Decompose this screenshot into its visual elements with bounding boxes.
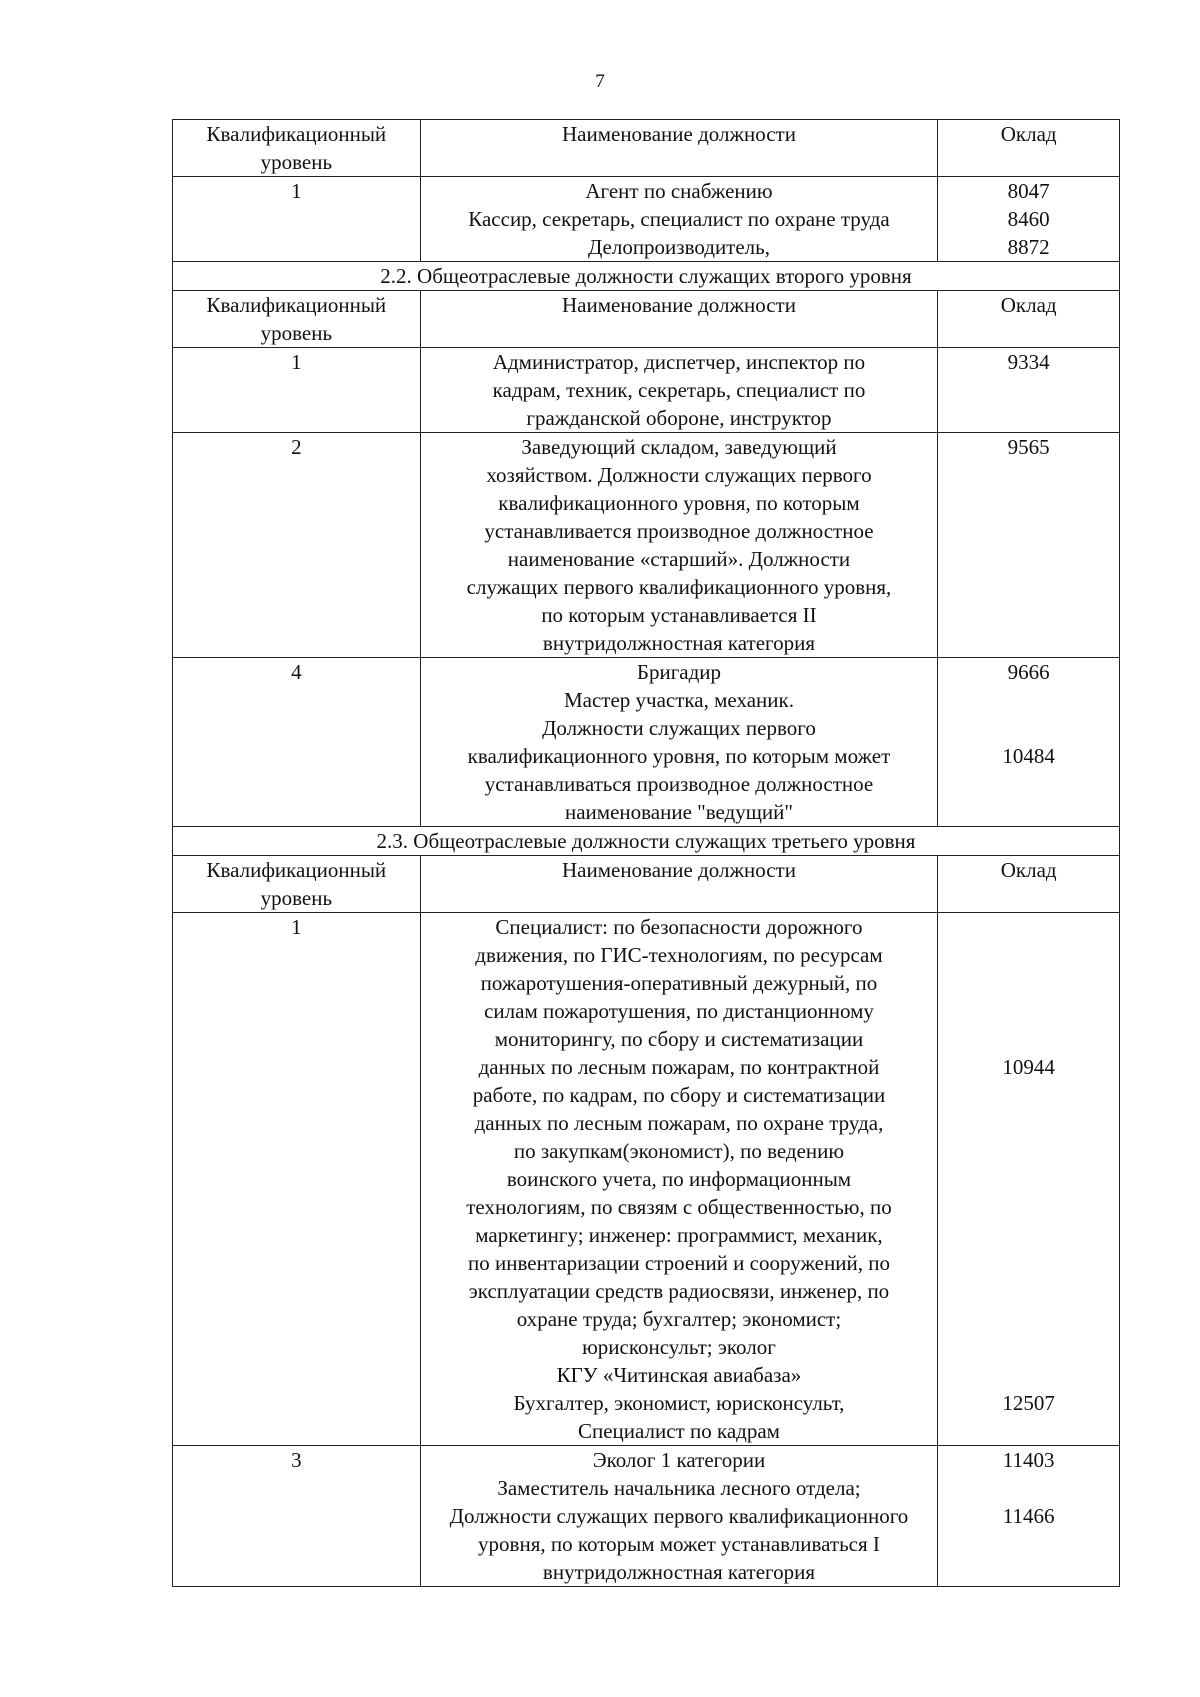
position-line: Эколог 1 категории <box>592 1448 766 1472</box>
header-level-line-2: уровень <box>260 321 333 345</box>
position-line: уровня, по которым может устанавливаться I <box>478 1532 880 1556</box>
salary-spacer <box>942 1221 1115 1249</box>
salary-spacer <box>942 1025 1115 1053</box>
table-row <box>173 433 1120 658</box>
position-line: Кассир, секретарь, специалист по охране труда <box>468 207 890 231</box>
cell-position <box>420 433 938 658</box>
salary-spacer <box>942 1165 1115 1193</box>
salary-value: 9666 <box>1007 660 1050 684</box>
position-line: служащих первого квалификационного уровня, <box>466 575 892 599</box>
salary-spacer <box>942 1109 1115 1137</box>
position-line: данных по лесным пожарам, по контрактной <box>478 1055 880 1079</box>
salary-spacer <box>942 1277 1115 1305</box>
salary-spacer <box>942 941 1115 969</box>
position-line: пожаротушения-оперативный дежурный, по <box>480 971 878 995</box>
position-line: маркетингу; инженер: программист, механик, <box>475 1223 883 1247</box>
cell-position <box>420 658 938 827</box>
position-line: работе, по кадрам, по сбору и систематизации <box>472 1083 886 1107</box>
header-salary: Оклад <box>938 856 1120 913</box>
header-position: Наименование должности <box>420 856 938 913</box>
cell-salary: 9334 <box>938 348 1120 433</box>
position-line: Заведующий складом, заведующий <box>521 435 837 459</box>
salary-value: 10944 <box>1002 1055 1055 1079</box>
position-line: внутридолжностная категория <box>542 1560 816 1584</box>
table-row <box>173 658 1120 827</box>
header-position: Наименование должности <box>420 120 938 177</box>
position-line: квалификационного уровня, по которым может <box>467 744 891 768</box>
header-level <box>173 120 421 177</box>
position-line: силам пожаротушения, по дистанционному <box>484 999 874 1023</box>
position-line: Мастер участка, механик. <box>563 688 794 712</box>
salary-spacer <box>942 1333 1115 1361</box>
position-line: юрисконсульт; эколог <box>582 1335 776 1359</box>
position-line: Делопроизводитель, <box>587 235 770 259</box>
salary-spacer <box>942 1474 1115 1502</box>
position-line: наименование "ведущий" <box>564 800 793 824</box>
cell-level: 1 <box>173 913 421 1446</box>
position-line: устанавливаться производное должностное <box>484 772 874 796</box>
position-line: движения, по ГИС-технологиям, по ресурсам <box>475 943 883 967</box>
table-header-row <box>173 291 1120 348</box>
header-level-line-2: уровень <box>260 150 333 174</box>
cell-salary: 9565 <box>938 433 1120 658</box>
position-line: Специалист по кадрам <box>577 1419 780 1443</box>
position-line: эксплуатации средств радиосвязи, инженер, по <box>468 1279 890 1303</box>
salary-value: 8047 <box>1007 179 1050 203</box>
table-header-row <box>173 856 1120 913</box>
position-line: внутридолжностная категория <box>542 631 816 655</box>
header-level <box>173 856 421 913</box>
salary-value: 11403 <box>1002 1448 1055 1472</box>
salary-spacer <box>942 1193 1115 1221</box>
section-title-row <box>173 262 1120 291</box>
header-position: Наименование должности <box>420 291 938 348</box>
header-level <box>173 291 421 348</box>
salary-spacer <box>942 913 1115 941</box>
position-line: по которым устанавливается II <box>541 603 817 627</box>
position-line: Агент по снабжению <box>585 179 773 203</box>
header-level-line-1: Квалификационный <box>206 293 387 317</box>
position-line: квалификационного уровня, по которым <box>498 491 860 515</box>
salary-spacer <box>942 1137 1115 1165</box>
position-line: данных по лесным пожарам, по охране труда, <box>474 1111 884 1135</box>
position-line: Специалист: по безопасности дорожного <box>495 915 863 939</box>
salary-spacer <box>942 969 1115 997</box>
cell-salary <box>938 1446 1120 1587</box>
position-line: по закупкам(экономист), по ведению <box>513 1139 845 1163</box>
salary-spacer <box>942 1249 1115 1277</box>
page-number: 7 <box>595 71 605 92</box>
salary-table <box>172 119 1120 1587</box>
salary-spacer <box>942 714 1115 742</box>
salary-spacer <box>942 686 1115 714</box>
position-line: устанавливается производное должностное <box>484 519 874 543</box>
salary-spacer <box>942 1305 1115 1333</box>
header-level-line-1: Квалификационный <box>206 858 387 882</box>
salary-spacer <box>942 1081 1115 1109</box>
cell-salary <box>938 177 1120 262</box>
salary-spacer <box>942 997 1115 1025</box>
header-level-line-2: уровень <box>260 886 333 910</box>
cell-level: 3 <box>173 1446 421 1587</box>
position-line: технологиям, по связям с общественностью, по <box>466 1195 892 1219</box>
table-row <box>173 348 1120 433</box>
cell-position <box>420 913 938 1446</box>
cell-level: 1 <box>173 177 421 262</box>
section-title-row <box>173 827 1120 856</box>
position-line: Бригадир <box>636 660 722 684</box>
salary-value: 11466 <box>1002 1504 1055 1528</box>
position-line: Должности служащих первого <box>542 716 816 740</box>
salary-value: 8872 <box>1007 235 1050 259</box>
position-line: по инвентаризации строений и сооружений, по <box>468 1251 890 1275</box>
salary-spacer <box>942 1361 1115 1389</box>
section-title-2-3: 2.3. Общеотраслевые должности служащих третьего уровня <box>173 827 1120 856</box>
position-line: КГУ «Читинская авиабаза» <box>556 1363 802 1387</box>
cell-level: 4 <box>173 658 421 827</box>
salary-value: 12507 <box>1002 1391 1055 1415</box>
table-header-row <box>173 120 1120 177</box>
table-row <box>173 913 1120 1446</box>
position-line: Должности служащих первого квалификационного <box>449 1504 909 1528</box>
salary-value: 8460 <box>1007 207 1050 231</box>
section-title-2-2: 2.2. Общеотраслевые должности служащих второго уровня <box>173 262 1120 291</box>
cell-salary <box>938 658 1120 827</box>
position-line: кадрам, техник, секретарь, специалист по <box>492 378 866 402</box>
salary-value: 10484 <box>1002 744 1055 768</box>
table-row <box>173 177 1120 262</box>
cell-level: 2 <box>173 433 421 658</box>
position-line: воинского учета, по информационным <box>506 1167 852 1191</box>
header-salary: Оклад <box>938 120 1120 177</box>
cell-position <box>420 1446 938 1587</box>
header-salary: Оклад <box>938 291 1120 348</box>
position-line: наименование «старший». Должности <box>507 547 851 571</box>
position-line: мониторингу, по сбору и систематизации <box>494 1027 864 1051</box>
cell-salary <box>938 913 1120 1446</box>
position-line: охране труда; бухгалтер; экономист; <box>516 1307 842 1331</box>
position-line: Бухгалтер, экономист, юрисконсульт, <box>513 1391 845 1415</box>
cell-position <box>420 348 938 433</box>
cell-level: 1 <box>173 348 421 433</box>
cell-position <box>420 177 938 262</box>
position-line: хозяйством. Должности служащих первого <box>486 463 872 487</box>
position-line: Заместитель начальника лесного отдела; <box>497 1476 861 1500</box>
position-line: гражданской обороне, инструктор <box>526 406 832 430</box>
position-line: Администратор, диспетчер, инспектор по <box>492 350 866 374</box>
header-level-line-1: Квалификационный <box>206 122 387 146</box>
table-row <box>173 1446 1120 1587</box>
